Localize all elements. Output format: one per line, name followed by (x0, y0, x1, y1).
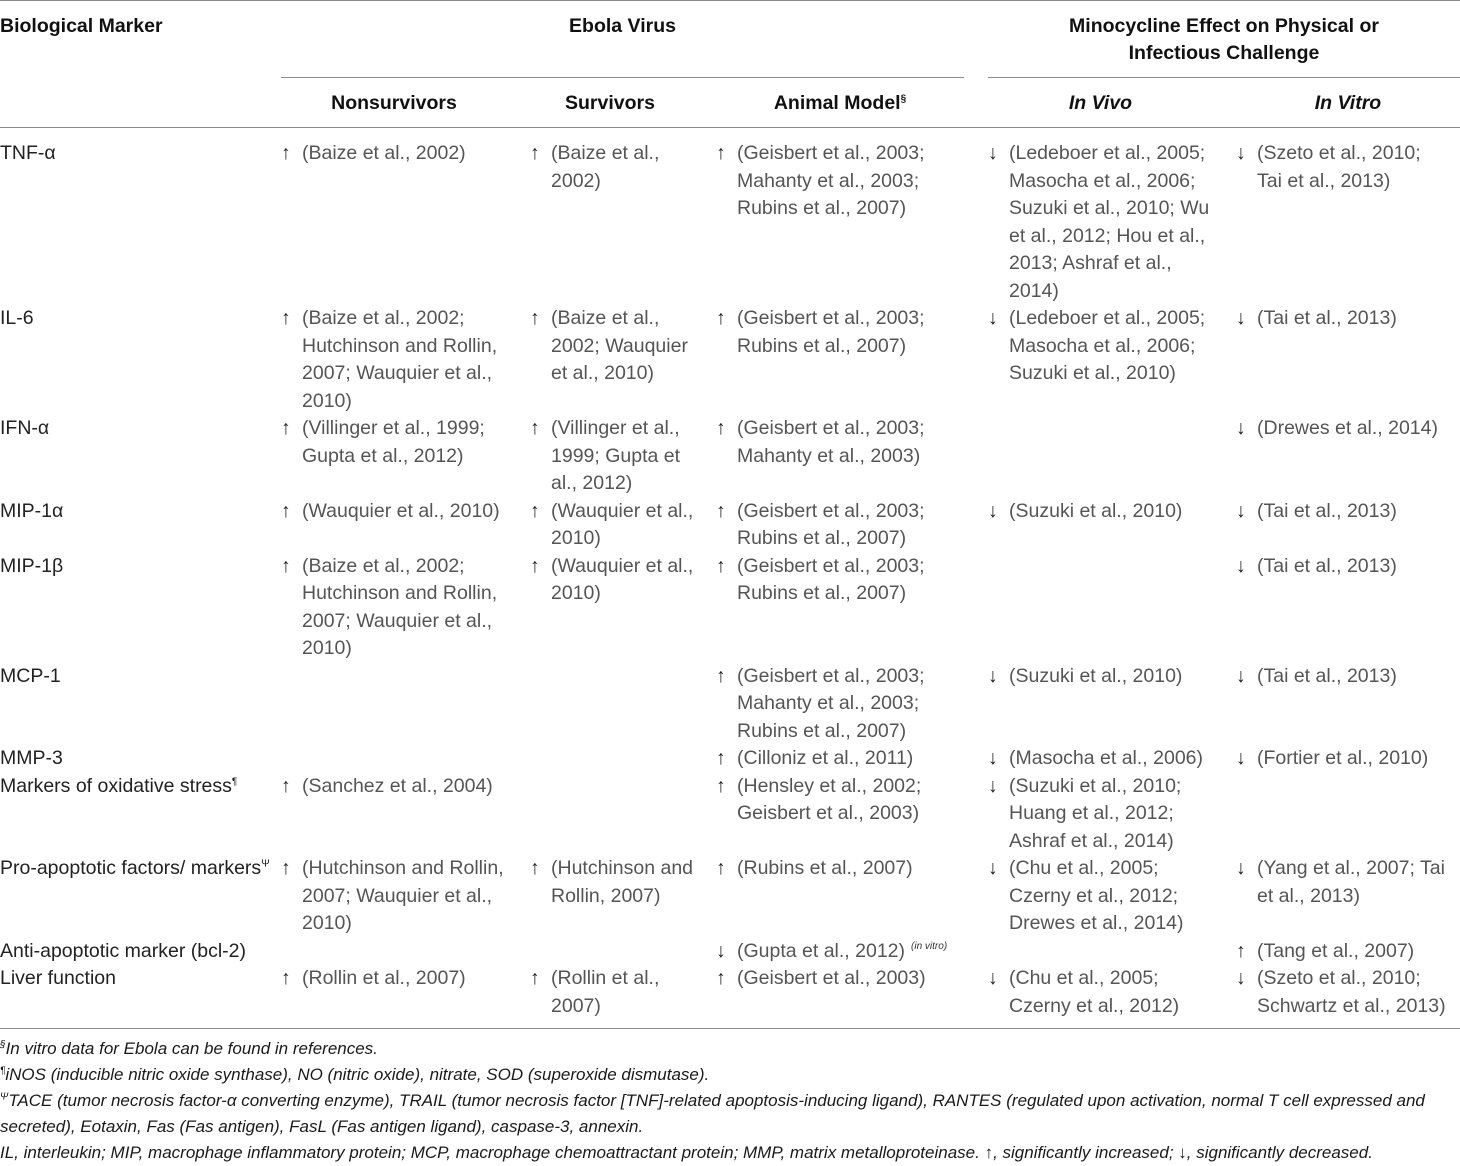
footnote-text: In vitro data for Ebola can be found in references. (5, 1039, 378, 1058)
change-arrow: ↓ (988, 142, 998, 164)
change-arrow: ↑ (716, 554, 726, 577)
nonsurvivors-cell (281, 855, 528, 938)
marker-cell (0, 140, 281, 305)
change-arrow: ↑ (530, 142, 540, 164)
in-vivo-cell (983, 415, 1231, 498)
change-arrow: ↓ (988, 747, 998, 769)
footnote-animal-model (0, 1036, 1460, 1062)
change-arrow: ↑ (716, 142, 726, 164)
change-arrow: ↓ (1236, 307, 1246, 329)
in-vivo-cell (983, 938, 1231, 966)
reference-text: (Rollin et al., 2007) (302, 967, 466, 989)
reference-text: (Fortier et al., 2010) (1257, 747, 1429, 769)
reference-text: (Wauquier et al., 2010) (302, 499, 500, 522)
survivors-cell (528, 745, 716, 773)
reference-text: (Yang et al., 2007; Tai et al., 2013) (1257, 857, 1445, 907)
animal-model-cell (716, 140, 983, 305)
nonsurvivors-cell (281, 745, 528, 773)
change-arrow: ↑ (716, 857, 726, 879)
table-row (0, 415, 1460, 498)
in-vivo-cell (983, 965, 1231, 1020)
table-row (0, 773, 1460, 856)
header-in-vitro: In Vitro (1314, 92, 1382, 114)
change-arrow: ↑ (530, 857, 540, 879)
reference-text: (Masocha et al., 2006) (1009, 747, 1204, 769)
in-vitro-cell (1231, 938, 1460, 966)
reference-text: (Cilloniz et al., 2011) (737, 747, 914, 769)
nonsurvivors-cell (281, 773, 528, 856)
change-arrow: ↑ (716, 664, 726, 687)
table-row (0, 305, 1460, 415)
change-arrow: ↑ (530, 499, 540, 522)
animal-model-cell (716, 498, 983, 553)
change-arrow: ↑ (530, 307, 540, 329)
reference-text: (Geisbert et al., 2003) (737, 967, 926, 989)
survivors-cell (528, 140, 716, 305)
nonsurvivors-cell (281, 305, 528, 415)
change-arrow: ↓ (716, 939, 726, 962)
nonsurvivors-cell (281, 965, 528, 1020)
animal-model-cell (716, 305, 983, 415)
survivors-cell (528, 855, 716, 938)
reference-text: (Villinger et al., 1999; Gupta et al., 2012) (302, 417, 485, 467)
reference-text: (Szeto et al., 2010; Tai et al., 2013) (1257, 142, 1421, 192)
reference-text: (Suzuki et al., 2010) (1009, 664, 1183, 687)
footnote-symbol: ¶ (0, 1065, 6, 1077)
in-vitro-cell (1231, 498, 1460, 553)
reference-text: (Rollin et al., 2007) (551, 967, 660, 1017)
survivors-cell (528, 415, 716, 498)
marker-cell (0, 773, 281, 856)
table-row (0, 140, 1460, 305)
footnote-pro-apoptotic (0, 1088, 1460, 1140)
footnote-symbol: Ψ (0, 1091, 9, 1103)
reference-text: (Rubins et al., 2007) (737, 857, 913, 879)
change-arrow: ↑ (530, 967, 540, 989)
marker-cell (0, 855, 281, 938)
reference-text: (Sanchez et al., 2004) (302, 774, 493, 797)
table-row (0, 855, 1460, 938)
change-arrow: ↑ (716, 499, 726, 522)
header-animal-model (716, 90, 964, 117)
marker-cell (0, 553, 281, 663)
reference-text: (Baize et al., 2002; Wauquier et al., 2010) (551, 307, 688, 384)
change-arrow: ↓ (1236, 499, 1246, 522)
animal-model-cell (716, 553, 983, 663)
marker-name: MIP-1β (0, 554, 64, 577)
change-arrow: ↑ (716, 417, 726, 439)
change-arrow: ↑ (281, 967, 291, 989)
reference-text: (Tai et al., 2013) (1257, 307, 1397, 329)
marker-footnote-symbol: Ψ (261, 858, 270, 870)
marker-name: MCP-1 (0, 664, 61, 687)
reference-text: (Drewes et al., 2014) (1257, 417, 1438, 439)
header-animal-model-sup: § (900, 93, 907, 105)
marker-cell (0, 938, 281, 966)
minocycline-group-rule (988, 77, 1460, 78)
change-arrow: ↑ (281, 554, 291, 577)
survivors-cell (528, 663, 716, 746)
marker-name: IL-6 (0, 307, 34, 329)
reference-text: (Tai et al., 2013) (1257, 664, 1397, 687)
marker-name: TNF-α (0, 142, 56, 164)
reference-text: (Hutchinson and Rollin, 2007) (551, 857, 694, 907)
footnote-symbol: § (0, 1039, 6, 1051)
marker-cell (0, 305, 281, 415)
reference-text: (Geisbert et al., 2003; Rubins et al., 2007) (737, 307, 925, 357)
reference-text: (Geisbert et al., 2003; Mahanty et al., 2003) (737, 417, 925, 467)
survivors-cell (528, 305, 716, 415)
in-vivo-cell (983, 498, 1231, 553)
change-arrow: ↑ (530, 417, 540, 439)
change-arrow: ↓ (1236, 142, 1246, 164)
change-arrow: ↑ (281, 774, 291, 797)
change-arrow: ↓ (1236, 857, 1246, 879)
change-arrow: ↑ (716, 747, 726, 769)
marker-cell (0, 663, 281, 746)
animal-model-cell (716, 745, 983, 773)
footnote-text: iNOS (inducible nitric oxide synthase), NO (nitric oxide), nitrate, SOD (superoxide dismutase). (5, 1065, 710, 1084)
survivors-cell (528, 553, 716, 663)
reference-text: (Suzuki et al., 2010; Huang et al., 2012; Ashraf et al., 2014) (1009, 774, 1182, 852)
reference-text: (Geisbert et al., 2003; Rubins et al., 2007) (737, 554, 925, 604)
reference-text: (Geisbert et al., 2003; Rubins et al., 2007) (737, 499, 925, 549)
animal-model-cell (716, 855, 983, 938)
animal-model-cell (716, 773, 983, 856)
in-vitro-note: (in vitro) (911, 941, 948, 952)
in-vitro-cell (1231, 773, 1460, 856)
reference-text: (Wauquier et al., 2010) (551, 554, 694, 604)
change-arrow: ↓ (1236, 967, 1246, 989)
marker-name: Pro-apoptotic factors/ markers (0, 857, 262, 879)
top-rule (0, 0, 1460, 1)
reference-text: (Baize et al., 2002) (302, 142, 466, 164)
change-arrow: ↑ (281, 499, 291, 522)
table-row (0, 498, 1460, 553)
reference-text: (Geisbert et al., 2003; Mahanty et al., 2003; Rubins et al., 2007) (737, 664, 925, 742)
reference-text: (Chu et al., 2005; Czerny et al., 2012; Drewes et al., 2014) (1009, 857, 1184, 934)
in-vitro-cell (1231, 855, 1460, 938)
marker-cell (0, 498, 281, 553)
change-arrow: ↓ (988, 774, 998, 797)
nonsurvivors-cell (281, 938, 528, 966)
table-row (0, 553, 1460, 663)
marker-cell (0, 415, 281, 498)
change-arrow: ↓ (988, 967, 998, 989)
header-ebola-virus: Ebola Virus (569, 15, 676, 37)
table-bottom-rule (0, 1028, 1460, 1029)
marker-table (0, 140, 1460, 1020)
reference-text: (Szeto et al., 2010; Schwartz et al., 2013) (1257, 967, 1446, 1017)
animal-model-cell (716, 938, 983, 966)
nonsurvivors-cell (281, 140, 528, 305)
reference-text: (Ledeboer et al., 2005; Masocha et al., 2006; Suzuki et al., 2010; Wu et al., 2012; Hou et al., 2013; Ashraf et al., 2014) (1009, 142, 1210, 302)
in-vivo-cell (983, 140, 1231, 305)
marker-name: Liver function (0, 967, 116, 989)
survivors-cell (528, 498, 716, 553)
reference-text: (Baize et al., 2002; Hutchinson and Rollin, 2007; Wauquier et al., 2010) (302, 307, 498, 412)
nonsurvivors-cell (281, 415, 528, 498)
change-arrow: ↑ (716, 967, 726, 989)
reference-text: (Baize et al., 2002; Hutchinson and Rollin, 2007; Wauquier et al., 2010) (302, 554, 498, 659)
reference-text: (Suzuki et al., 2010) (1009, 499, 1183, 522)
footnote-abbreviations: IL, interleukin; MIP, macrophage inflammatory protein; MCP, macrophage chemoattractant protein; MMP, matrix metalloproteinase. ↑, significantly increased; ↓, significantly decreased. (0, 1143, 1373, 1162)
change-arrow: ↑ (530, 554, 540, 577)
in-vivo-cell (983, 773, 1231, 856)
change-arrow: ↓ (1236, 417, 1246, 439)
change-arrow: ↓ (1236, 664, 1246, 687)
table-row (0, 663, 1460, 746)
header-nonsurvivors: Nonsurvivors (331, 92, 457, 114)
in-vivo-cell (983, 305, 1231, 415)
table-row (0, 965, 1460, 1020)
animal-model-cell (716, 663, 983, 746)
reference-text: (Hensley et al., 2002; Geisbert et al., 2003) (737, 774, 922, 824)
survivors-cell (528, 938, 716, 966)
reference-text: (Villinger et al., 1999; Gupta et al., 2012) (551, 417, 681, 494)
in-vitro-cell (1231, 745, 1460, 773)
survivors-cell (528, 965, 716, 1020)
marker-name: MIP-1α (0, 499, 64, 522)
change-arrow: ↓ (1236, 554, 1246, 577)
nonsurvivors-cell (281, 553, 528, 663)
change-arrow: ↑ (281, 142, 291, 164)
reference-text: (Ledeboer et al., 2005; Masocha et al., 2006; Suzuki et al., 2010) (1009, 307, 1206, 384)
header-animal-model-label: Animal Model (773, 92, 901, 114)
animal-model-cell (716, 965, 983, 1020)
reference-text: (Tai et al., 2013) (1257, 499, 1397, 522)
survivors-cell (528, 773, 716, 856)
marker-name: MMP-3 (0, 747, 63, 769)
footnote-oxidative-stress (0, 1062, 1460, 1088)
in-vitro-cell (1231, 415, 1460, 498)
change-arrow: ↓ (988, 499, 998, 522)
reference-text: (Gupta et al., 2012) (737, 939, 906, 962)
header-in-vivo: In Vivo (1068, 92, 1133, 114)
change-arrow: ↑ (1236, 939, 1246, 962)
change-arrow: ↑ (281, 307, 291, 329)
animal-model-cell (716, 415, 983, 498)
marker-footnote-symbol: ¶ (231, 776, 238, 787)
change-arrow: ↓ (988, 857, 998, 879)
in-vitro-cell (1231, 305, 1460, 415)
footnote-text: TACE (tumor necrosis factor-α converting enzyme), TRAIL (tumor necrosis factor [TNF]-related apoptosis-inducing ligand), RANTES (regulated upon activation, normal T cell expressed and secreted), Eotaxin, Fas (Fas antigen), FasL (Fas antigen ligand), caspase-3, annexin. (0, 1091, 1425, 1136)
change-arrow: ↑ (281, 857, 291, 879)
in-vivo-cell (983, 855, 1231, 938)
marker-cell (0, 965, 281, 1020)
change-arrow: ↑ (716, 307, 726, 329)
reference-text: (Baize et al., 2002) (551, 142, 660, 192)
in-vivo-cell (983, 553, 1231, 663)
in-vitro-cell (1231, 663, 1460, 746)
nonsurvivors-cell (281, 498, 528, 553)
marker-name: Anti-apoptotic marker (bcl-2) (0, 939, 246, 962)
change-arrow: ↓ (988, 307, 998, 329)
header-survivors: Survivors (565, 92, 655, 114)
marker-name: Markers of oxidative stress (0, 774, 232, 797)
reference-text: (Chu et al., 2005; Czerny et al., 2012) (1009, 967, 1180, 1017)
header-biological-marker: Biological Marker (0, 15, 163, 37)
in-vitro-cell (1231, 965, 1460, 1020)
table-row (0, 938, 1460, 966)
reference-text: (Geisbert et al., 2003; Mahanty et al., 2003; Rubins et al., 2007) (737, 142, 925, 219)
change-arrow: ↓ (988, 664, 998, 687)
marker-cell (0, 745, 281, 773)
nonsurvivors-cell (281, 663, 528, 746)
reference-text: (Tang et al., 2007) (1257, 939, 1415, 962)
ebola-group-rule (281, 77, 964, 78)
in-vivo-cell (983, 663, 1231, 746)
reference-text: (Wauquier et al., 2010) (551, 499, 694, 549)
change-arrow: ↑ (281, 417, 291, 439)
in-vivo-cell (983, 745, 1231, 773)
change-arrow: ↑ (716, 774, 726, 797)
table-row (0, 745, 1460, 773)
in-vitro-cell (1231, 553, 1460, 663)
in-vitro-cell (1231, 140, 1460, 305)
header-minocycline-effect: Minocycline Effect on Physical or Infectious Challenge (1069, 15, 1379, 64)
reference-text: (Hutchinson and Rollin, 2007; Wauquier et al., 2010) (302, 857, 504, 934)
change-arrow: ↓ (1236, 747, 1246, 769)
header-bottom-rule (0, 127, 1460, 128)
reference-text: (Tai et al., 2013) (1257, 554, 1397, 577)
marker-name: IFN-α (0, 417, 50, 439)
